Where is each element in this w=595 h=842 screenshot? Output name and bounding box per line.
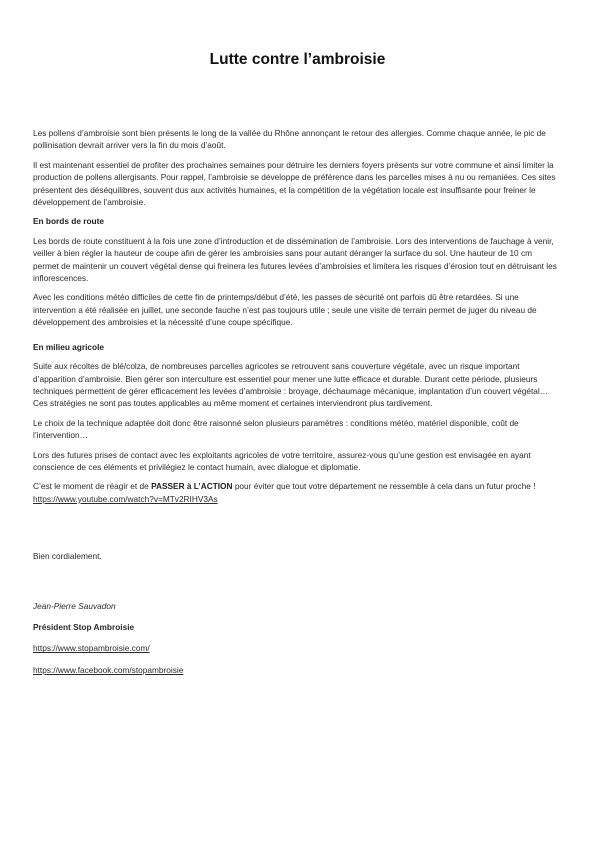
cta-text-before: C’est le moment de réagir et de (33, 481, 152, 492)
intro-paragraph-1: Les pollens d’ambroisie sont bien présents le long de la vallée du Rhône annonçant le retour des allergies. Comme chaque année, le pic de pollinisation devrait arriver vers la fin du mois d’août. (33, 128, 546, 151)
cta-emphasis: PASSER à L’ACTION (151, 481, 233, 492)
facebook-link[interactable]: https://www.facebook.com/stopambroisie (33, 664, 184, 675)
youtube-link[interactable]: https://www.youtube.com/watch?v=MTv2RIHV3As (33, 493, 218, 504)
call-to-action (33, 480, 557, 505)
section-heading-agricultural: En milieu agricole (33, 341, 105, 352)
agricultural-paragraph-1: Suite aux récoltes de blé/colza, de nombreuses parcelles agricoles se retrouvent sans couverture végétale, avec un risque important d’apparition d’ambroisie. Bien gérer son interculture est essentiel pour mener une lutte efficace et durable. Durant cette période, plusieurs techniques permettent de gérer efficacement les levées d’ambroisie : broyage, déchaumage mécanique, implantation d’un couvert végétal… Ces stratégies ne sont pas toutes applicables au même moment et certaines interviendront plus tardivement. (33, 361, 549, 409)
roadside-paragraph-2: Avec les conditions météo difficiles de cette fin de printemps/début d’été, les passes de sécurité ont parfois dû être retardées. Si une intervention a été réalisée en juillet, une seconde fauche n’est pas toujours utile ; seule une visite de terrain permet de juger du niveau de développement des ambroisies et la nécessité d’une coupe spécifique. (33, 292, 537, 328)
page-title: Lutte contre l’ambroisie (209, 51, 386, 68)
signature-role: Président Stop Ambroisie (33, 621, 135, 632)
agricultural-paragraph-3: Lors des futures prises de contact avec les exploitants agricoles de votre territoire, assurez-vous qu’une gestion est envisagée en ayant conscience de ces éléments et privilégiez le contact humain, avec dialogue et diplomatie. (33, 449, 531, 472)
signature-name: Jean-Pierre Sauvadon (33, 600, 116, 611)
website-link[interactable]: https://www.stopambroisie.com/ (33, 643, 150, 654)
closing-line: Bien cordialement. (33, 551, 102, 562)
roadside-paragraph-1: Les bords de route constituent à la fois une zone d’introduction et de dissémination de l’ambroisie. Lors des interventions de fauchage à venir, veiller à bien régler la hauteur de coupe afin de gérer les ambroisies sans pour autant déranger la surface du sol. Une hauteur de 10 cm permet de maintenir un couvert végétal dense qui freinera les futures levées d’ambroisies et limitera les risques d’érosion tout en détruisant les inflorescences. (33, 235, 557, 284)
intro-paragraph-2: Il est maintenant essentiel de profiter des prochaines semaines pour détruire les derniers foyers présents sur votre commune et ainsi limiter la production de pollens allergisants. Pour rappel, l’ambroisie se développe de préférence dans les parcelles mises à nu ou remaniées. Ces sites présentent des déséquilibres, souvent dus aux activités humaines, et la compétition de la végétation locale est insuffisante pour freiner le développement de l’ambroisie. (33, 159, 556, 208)
document-body (33, 127, 557, 685)
cta-text-after: pour éviter que tout votre département ne ressemble à cela dans un futur proche ! (232, 481, 536, 492)
agricultural-paragraph-2: Le choix de la technique adaptée doit donc être raisonné selon plusieurs paramètres : conditions météo, matériel disponible, coût de l’intervention… (33, 417, 519, 441)
section-heading-roadside: En bords de route (33, 216, 104, 227)
